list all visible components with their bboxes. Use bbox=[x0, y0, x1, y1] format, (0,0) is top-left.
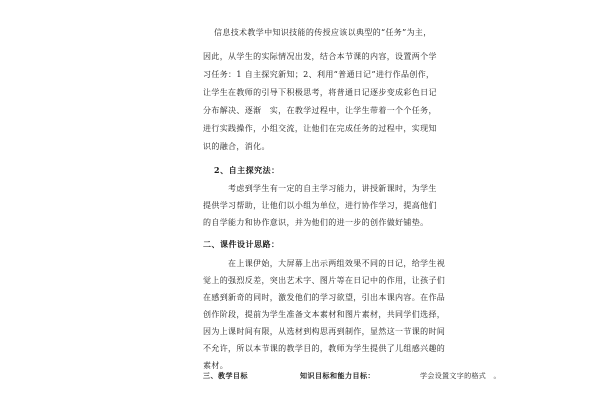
paragraph-line: 考虑到学生有一定的自主学习能力，讲授新课时，为学生 bbox=[228, 184, 437, 193]
paragraph-line: 因此，从学生的实际情况出发，结合本节课的内容，设置两个学 bbox=[203, 52, 437, 61]
paragraph-line: 在上课伊始，大屏幕上出示两组效果不同的日记，给学生视 bbox=[228, 259, 446, 268]
paragraph-line: 进行实践操作，小组交流，让他们在完成任务的过程中，实现知 bbox=[203, 124, 437, 133]
paragraph-line: 识的融合，消化。 bbox=[203, 142, 270, 151]
paragraph-line: 提供学习帮助，让他们以小组为单位，进行协作学习，提高他们 bbox=[203, 201, 437, 210]
paragraph-line: 习任务：1 自主探究新知；2、利用“普通日记”进行作品创作， bbox=[203, 70, 435, 79]
subsection-heading: 知识目标和能力目标： bbox=[300, 371, 375, 380]
paragraph-line: 信息技术教学中知识技能的传授应该以典型的“任务”为主， bbox=[214, 28, 432, 37]
paragraph-line: 的自学能力和协作意识，并为他们的进一步的创作做好铺垫。 bbox=[203, 218, 429, 227]
paragraph-line: 在感到新奇的同时，激发他们的学习欲望，引出本课内容。在作品 bbox=[203, 293, 446, 302]
paragraph-line: 创作阶段，提前为学生准备文本素材和图片素材，共同学们选择， bbox=[203, 310, 446, 319]
paragraph-line: 让学生在教师的引导下积极思考，将普通日记逐步变成彩色日记 bbox=[203, 88, 437, 97]
paragraph-line: 素材。 bbox=[203, 361, 229, 370]
paragraph-line: 不允许，所以本节课的教学目的，教师为学生提供了儿组感兴趣的 bbox=[203, 344, 446, 353]
paragraph-line: 觉上的强烈反差，突出艺术字、图片等在日记中的作用，让孩子们 bbox=[203, 276, 446, 285]
section-heading: 二、课件设计思路： bbox=[203, 239, 280, 249]
section-heading: 2、自主探究法： bbox=[214, 165, 280, 175]
goal-item: 学会设置文字的格式 。 bbox=[420, 372, 501, 380]
paragraph-line: 因为上课时间有限，从选材到构思再到制作，显然这一节课的时间 bbox=[203, 327, 446, 336]
paragraph-line: 分布解决、逐渐 实，在教学过程中，让学生带着一个个任务， bbox=[203, 106, 437, 115]
section-heading: 三、教学目标 bbox=[203, 371, 248, 380]
